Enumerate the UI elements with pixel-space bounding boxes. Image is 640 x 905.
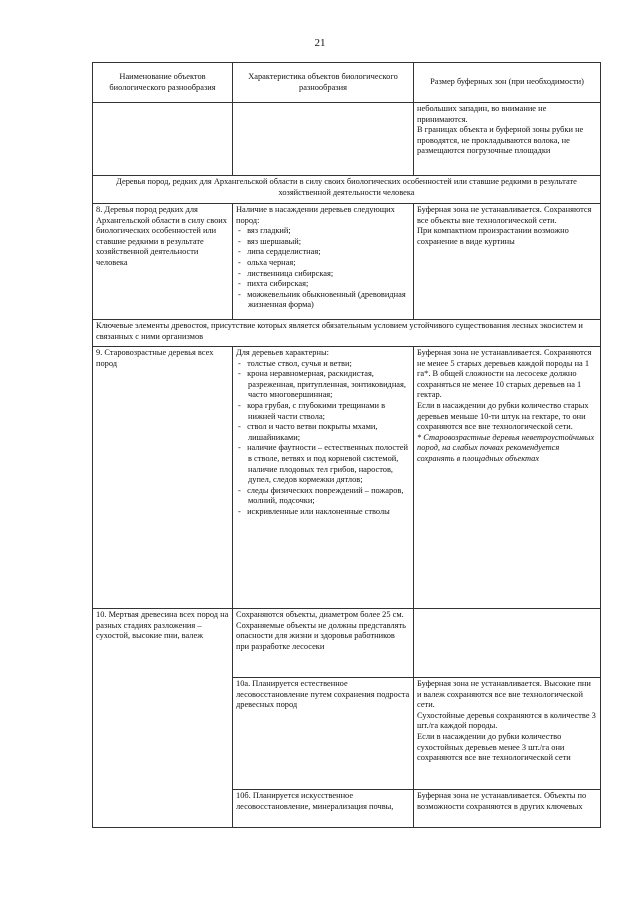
header-objects: Наименование объектов биологического разнообразия bbox=[93, 63, 233, 103]
section-row-rare-species bbox=[93, 176, 601, 204]
text-line: Буферная зона не устанавливается. Сохраняются все объекты вне технологической сети. bbox=[417, 205, 592, 225]
table-row-continuation bbox=[93, 103, 601, 176]
page-number: 21 bbox=[314, 37, 326, 49]
list-item: - лиственница сибирская; bbox=[238, 268, 334, 278]
section-row-key-elements bbox=[93, 320, 601, 347]
text-line: В границах объекта и буферной зоны рубки не проводятся, не прокладываются волока, не размещаются погрузочные площадки bbox=[417, 125, 584, 156]
continuation-buffer-cell bbox=[414, 103, 601, 176]
row10a-buffer bbox=[414, 678, 601, 790]
table-header-row bbox=[93, 63, 601, 103]
list-item: - кора грубая, с глубокими трещинами в нижней части ствола; bbox=[238, 400, 386, 421]
row8-buffer bbox=[414, 204, 601, 320]
row9-characteristics bbox=[233, 347, 414, 609]
row9-buffer bbox=[414, 347, 601, 609]
cell-empty bbox=[93, 103, 233, 176]
text-line: Наличие в насаждении деревьев следующих пород: bbox=[236, 205, 395, 225]
row10-general bbox=[233, 609, 414, 678]
text-line: Буферная зона не устанавливается. Сохраняются не менее 5 старых деревьев каждой породы на 1 га*. В общей сложности на лесосеке должно сохраняться не менее 10 старых деревьев на 1 гектар. bbox=[417, 348, 592, 400]
text-line: Для деревьев характерны: bbox=[236, 348, 329, 357]
header-characteristics: Характеристика объектов биологического разнообразия bbox=[233, 63, 414, 103]
list-item: - крона неравномерная, раскидистая, разреженная, притупленная, зонтиковидная, часто многовершинная; bbox=[238, 369, 406, 400]
list-item: - следы физических повреждений – пожаров, молний, подсочки; bbox=[238, 485, 404, 506]
text-line: Если в насаждении до рубки количество старых деревьев меньше 10-ти штук на гектаре, то они сохраняются все вне технологической сети. bbox=[417, 400, 589, 432]
text-line: Сохраняются объекты, диаметром более 25 см. bbox=[236, 610, 404, 619]
section-title: Деревья пород, редких для Архангельской области в силу своих биологических особенностей или ставшие редкими в результате хозяйственной деятельности человека bbox=[93, 176, 601, 204]
list-item: - искривленные или наклоненные стволы bbox=[238, 506, 390, 516]
row9-name: 9. Старовозрастные деревья всех пород bbox=[93, 347, 233, 609]
text-line: При компактном произрастании возможно сохранение в виде куртины bbox=[417, 226, 569, 246]
list-item: - вяз гладкий; bbox=[238, 226, 291, 236]
text-line: Буферная зона не устанавливается. Высокие пни и валеж сохраняются все вне технологической сети. bbox=[417, 679, 591, 710]
row10a-text: 10а. Планируется естественное лесовосстановление путем сохранения подроста древесных пород bbox=[233, 678, 414, 790]
section-title: Ключевые элементы древостоя, присутствие которых является обязательным условием устойчивого существования лесных экосистем и связанных с ними организмов bbox=[93, 320, 601, 347]
table-row-8 bbox=[93, 204, 601, 320]
footnote: * Старовозрастные деревья неветроустойчивых пород, на слабых почвах рекомендуется сохранять в площадных объектах bbox=[417, 432, 595, 463]
text-line: Если в насаждении до рубки количество сухостойных деревьев менее 3 шт./га они сохраняются все вне технологической сети bbox=[417, 731, 571, 763]
text-line: Сухостойные деревья сохраняются в количестве 3 шт./га каждой породы. bbox=[417, 710, 596, 731]
list-item: - вяз шершавый; bbox=[238, 236, 302, 246]
text-line: Сохраняемые объекты не должны представлять опасности для жизни и здоровья работников при разработке лесосеки bbox=[236, 620, 406, 651]
text-line: Буферная зона не устанавливается. Объекты по возможности сохраняются в других ключевых bbox=[417, 791, 587, 811]
cell-empty bbox=[414, 609, 601, 678]
table-row-9 bbox=[93, 347, 601, 609]
cell-empty bbox=[233, 103, 414, 176]
table-row-10 bbox=[93, 609, 601, 678]
list-item: - ствол и часто ветви покрыты мхами, лишайниками; bbox=[238, 422, 378, 442]
list-item: - ольха черная; bbox=[238, 257, 296, 267]
list-item: - пихта сибирская; bbox=[238, 279, 309, 289]
text-line: небольших западин, во внимание не принимаются. bbox=[417, 104, 547, 124]
row10-name: 10. Мертвая древесина всех пород на разных стадиях разложения – сухостой, высокие пни, валеж bbox=[93, 609, 233, 828]
biodiversity-table bbox=[92, 62, 601, 828]
row10b-text: 10б. Планируется искусственное лесовосстановление, минерализация почвы, bbox=[233, 790, 414, 828]
list-item: - липа сердцелистная; bbox=[238, 247, 321, 257]
list-item: - толстые ствол, сучья и ветви; bbox=[238, 358, 352, 368]
list-item: - наличие фаутности – естественных полостей в стволе, ветвях и под корневой системой, наличие плодовых тел грибов, наростов, дупел, следов кормежки дятлов; bbox=[238, 443, 409, 485]
row10b-buffer bbox=[414, 790, 601, 828]
list-item: - можжевельник обыкновенный (древовидная жизненная форма) bbox=[238, 289, 406, 310]
row8-characteristics bbox=[233, 204, 414, 320]
header-buffer-zones: Размер буферных зон (при необходимости) bbox=[414, 63, 601, 103]
row8-name: 8. Деревья пород редких для Архангельской области в силу своих биологических особенностей или ставшие редкими в результате хозяйственной деятельности человека bbox=[93, 204, 233, 320]
